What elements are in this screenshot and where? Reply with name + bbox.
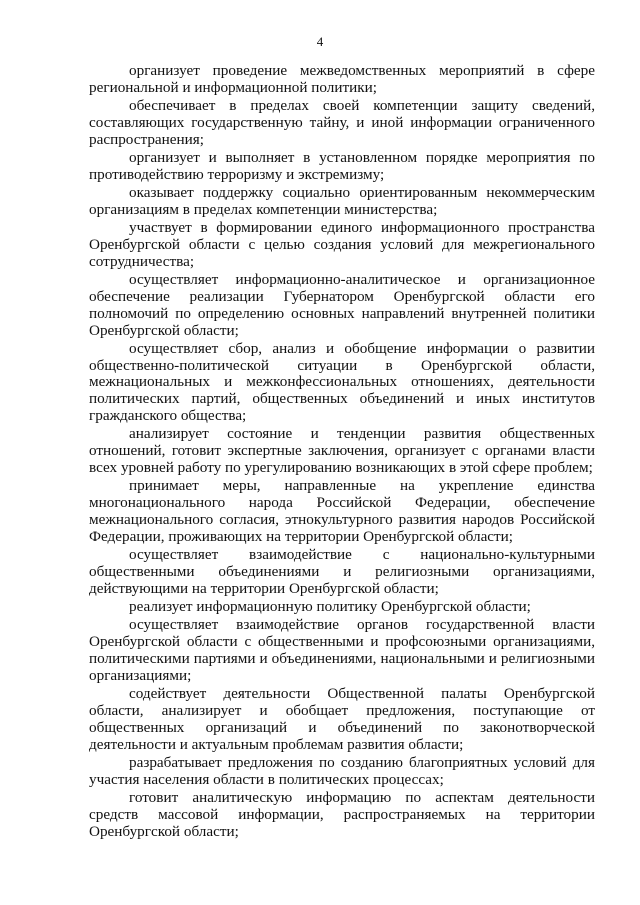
paragraph: осуществляет сбор, анализ и обобщение информации о развитии общественно-политической ситуации в Оренбургской области, межнациональных и межконфессиональных отношениях, деятельности политических партий, общественных объединений и иных институтов гражданского общества;	[89, 339, 595, 425]
paragraph: содействует деятельности Общественной палаты Оренбургской области, анализирует и обобщает предложения, поступающие от общественных организаций и объединений по законотворческой деятельности и актуальным проблемам развития области;	[89, 684, 595, 753]
paragraph: участвует в формировании единого информационного пространства Оренбургской области с целью создания условий для межрегионального сотрудничества;	[89, 218, 595, 270]
paragraph: организует и выполняет в установленном порядке мероприятия по противодействию терроризму и экстремизму;	[89, 148, 595, 183]
paragraph: оказывает поддержку социально ориентированным некоммерческим организациям в пределах компетенции министерства;	[89, 183, 595, 218]
paragraph: готовит аналитическую информацию по аспектам деятельности средств массовой информации, распространяемых на территории Оренбургской области;	[89, 788, 595, 840]
paragraph: анализирует состояние и тенденции развития общественных отношений, готовит экспертные заключения, организует с органами власти всех уровней работу по урегулированию возникающих в этой сфере проблем;	[89, 425, 595, 477]
document-body	[89, 63, 595, 840]
paragraph: обеспечивает в пределах своей компетенции защиту сведений, составляющих государственную тайну, и иной информации ограниченного распространения;	[89, 97, 595, 148]
paragraph: принимает меры, направленные на укрепление единства многонационального народа Российской Федерации, обеспечение межнационального согласия, этнокультурного развития народов Российской Федерации, проживающих на территории Оренбургской области;	[89, 477, 595, 545]
paragraph: организует проведение межведомственных мероприятий в сфере региональной и информационной политики;	[89, 62, 595, 96]
page-number: 4	[316, 34, 324, 49]
paragraph: реализует информационную политику Оренбургской области;	[129, 597, 531, 615]
paragraph: осуществляет информационно-аналитическое и организационное обеспечение реализации Губернатором Оренбургской области его полномочий по определению основных направлений внутренней политики Оренбургской области;	[89, 270, 595, 339]
paragraph: осуществляет взаимодействие с национально-культурными общественными объединениями и религиозными организациями, действующими на территории Оренбургской области;	[89, 546, 595, 597]
paragraph: разрабатывает предложения по созданию благоприятных условий для участия населения области в политических процессах;	[89, 753, 595, 788]
paragraph: осуществляет взаимодействие органов государственной власти Оренбургской области с общественными и профсоюзными организациями, политическими партиями и объединениями, национальными и религиозными организациями;	[89, 616, 595, 684]
